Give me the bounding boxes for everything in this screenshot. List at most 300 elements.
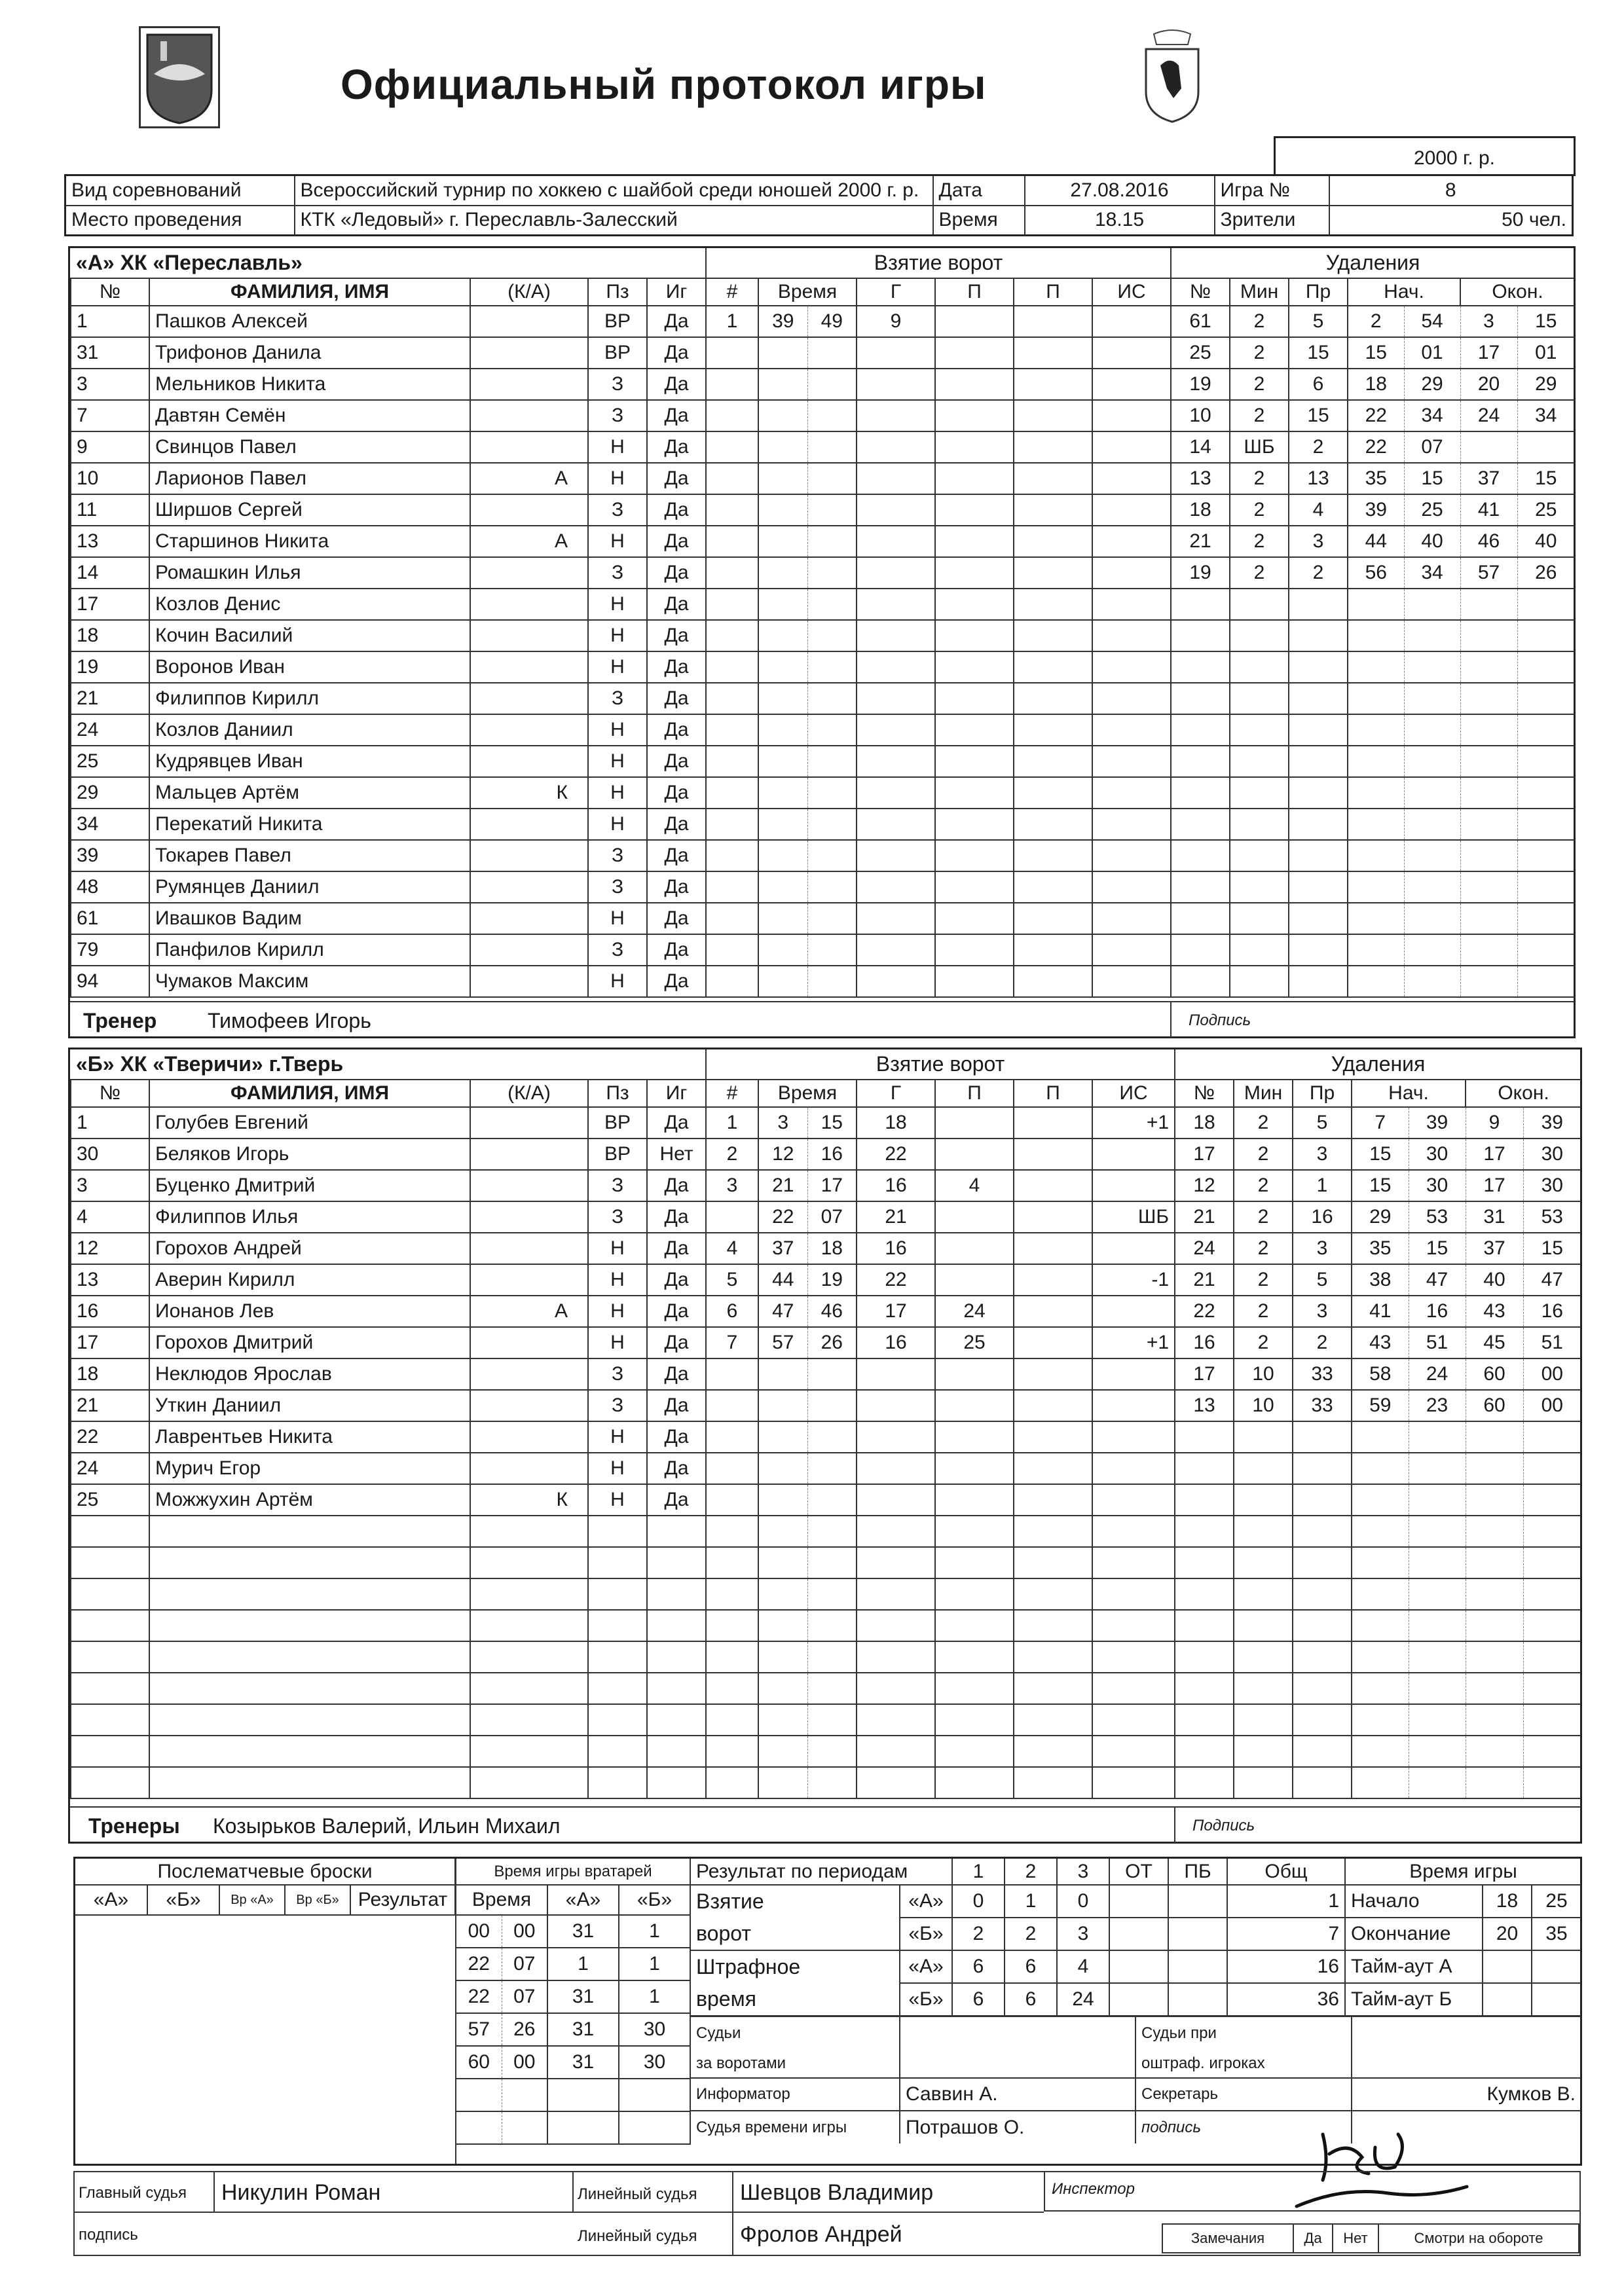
penalty-start-min [1348, 934, 1404, 966]
player-ka: К [470, 1484, 588, 1516]
team-b-title: «Б» ХК «Тверичи» г.Тверь [71, 1049, 706, 1080]
penalty-row [1175, 1484, 1581, 1516]
goal-assist-2 [1014, 1170, 1092, 1201]
goal-second [807, 934, 857, 966]
penalty-start-sec [1409, 1547, 1466, 1578]
player-position: З [588, 369, 647, 400]
goal-assist-1 [935, 934, 1014, 966]
informer-name: Саввин А. [900, 2078, 1135, 2111]
player-number [71, 1516, 149, 1547]
player-row [71, 1704, 706, 1736]
gk-minute [456, 2079, 502, 2111]
goal-scorer [857, 1641, 935, 1673]
player-played: Да [647, 1264, 706, 1296]
goal-assist-1 [935, 589, 1014, 620]
col-pos: Пз [588, 278, 647, 306]
inspector-label: Инспектор [1052, 2180, 1135, 2198]
pim-label-2: время [690, 1983, 900, 2016]
player-number: 61 [71, 903, 149, 934]
year-group: 2000 г. р. [1413, 147, 1495, 169]
player-position: Н [588, 903, 647, 934]
player-ka [470, 1704, 588, 1736]
pim-row-b-label: «Б» [900, 1983, 952, 2016]
goal-number: 2 [706, 1139, 758, 1170]
goal-number: 1 [706, 306, 758, 337]
penalty-judges-label-2: оштраф. игроках [1135, 2049, 1352, 2078]
goal-number [706, 903, 758, 934]
goal-assist-1 [935, 1390, 1014, 1421]
goalkeeper-row [456, 1915, 690, 1948]
player-number: 3 [71, 369, 149, 400]
game-value: 8 [1329, 175, 1573, 206]
player-ka [470, 746, 588, 777]
goal-number [706, 1578, 758, 1610]
penalty-player: 25 [1171, 337, 1230, 369]
penalty-end-sec: 39 [1523, 1107, 1581, 1139]
goal-assist-2 [1014, 934, 1092, 966]
player-name [149, 1578, 470, 1610]
timeout-a-label: Тайм-аут А [1345, 1950, 1483, 1983]
goal-assist-1 [935, 463, 1014, 494]
player-name: Перекатий Никита [149, 809, 470, 840]
goal-scorer [857, 494, 935, 526]
penalty-end-min: 24 [1460, 400, 1517, 431]
goal-second [807, 683, 857, 714]
penalty-player [1175, 1547, 1234, 1578]
penalty-start-min: 29 [1352, 1201, 1409, 1233]
goal-situation [1092, 871, 1171, 903]
penalty-minutes [1234, 1578, 1293, 1610]
goal-assist-2 [1014, 306, 1092, 337]
player-name: Кочин Василий [149, 620, 470, 651]
penalty-code [1293, 1484, 1352, 1516]
col-ig: Иг [647, 1080, 706, 1107]
goalkeeper-row [456, 2013, 690, 2046]
player-name: Пашков Алексей [149, 306, 470, 337]
goalkeeper-row [456, 2111, 690, 2144]
penalty-end-sec: 16 [1523, 1296, 1581, 1327]
penalty-start-sec [1409, 1704, 1466, 1736]
goal-scorer [857, 1547, 935, 1578]
goal-row [706, 1296, 1175, 1327]
player-played: Да [647, 683, 706, 714]
player-row [71, 714, 706, 746]
goal-assist-2 [1014, 526, 1092, 557]
gk-col-b: «Б» [619, 1885, 690, 1915]
team-b-coach-row [70, 1806, 1580, 1843]
gk-team-b [619, 2079, 690, 2111]
col-pen-min: Мин [1234, 1080, 1293, 1107]
penalty-player [1171, 871, 1230, 903]
player-ka [470, 1201, 588, 1233]
penalty-row [1171, 620, 1574, 651]
penalty-start-sec: 15 [1409, 1233, 1466, 1264]
penalty-row [1175, 1296, 1581, 1327]
goal-number [706, 1736, 758, 1767]
penalty-start-min [1352, 1547, 1409, 1578]
goal-assist-1 [935, 400, 1014, 431]
penalty-player [1171, 934, 1230, 966]
penalty-start-sec: 16 [1409, 1296, 1466, 1327]
penalty-code [1289, 840, 1348, 871]
player-name: Чумаков Максим [149, 966, 470, 997]
penalty-row [1175, 1767, 1581, 1798]
goal-situation [1092, 1139, 1175, 1170]
goal-assist-1 [935, 1264, 1014, 1296]
end-hours: 20 [1483, 1918, 1532, 1950]
player-name: Панфилов Кирилл [149, 934, 470, 966]
penalty-code [1293, 1767, 1352, 1798]
goal-minute [758, 620, 807, 651]
goal-assist-2 [1014, 777, 1092, 809]
player-ka [470, 1264, 588, 1296]
player-ka [470, 1170, 588, 1201]
chief-referee-row [75, 2172, 574, 2213]
penalty-start-min: 39 [1348, 494, 1404, 526]
player-name: Давтян Семён [149, 400, 470, 431]
penalty-end-min [1466, 1516, 1523, 1547]
goal-number: 7 [706, 1327, 758, 1358]
remarks-yes[interactable]: Да [1293, 2224, 1333, 2253]
penalty-minutes [1234, 1641, 1293, 1673]
penalty-player [1175, 1421, 1234, 1453]
goal-situation [1092, 1516, 1175, 1547]
goal-number [706, 1641, 758, 1673]
gk-col-time: Время [456, 1885, 547, 1915]
player-row [71, 1578, 706, 1610]
player-played: Да [647, 714, 706, 746]
player-ka: А [470, 463, 588, 494]
penalty-start-min: 22 [1348, 431, 1404, 463]
player-name: Филиппов Илья [149, 1201, 470, 1233]
chief-referee-name: Никулин Роман [221, 2180, 381, 2205]
team-b-section [68, 1048, 1582, 1844]
player-played: Да [647, 746, 706, 777]
goal-scorer: 16 [857, 1233, 935, 1264]
gk-team-a: 1 [547, 1948, 619, 1980]
goal-number [706, 1547, 758, 1578]
goal-assist-2 [1014, 1327, 1092, 1358]
goal-minute: 37 [758, 1233, 807, 1264]
goal-assist-2 [1014, 463, 1092, 494]
penalty-code [1293, 1704, 1352, 1736]
penalty-start-sec: 29 [1404, 369, 1460, 400]
team-a-coach-row [70, 1001, 1574, 1038]
goal-row [706, 337, 1171, 369]
player-number: 1 [71, 1107, 149, 1139]
penalty-end-sec [1517, 871, 1574, 903]
goal-number [706, 1673, 758, 1704]
goal-assist-1 [935, 431, 1014, 463]
player-number: 22 [71, 1421, 149, 1453]
player-row [71, 494, 706, 526]
penalty-minutes: 2 [1234, 1107, 1293, 1139]
penalty-end-sec [1517, 966, 1574, 997]
player-number: 21 [71, 1390, 149, 1421]
goal-situation [1092, 1390, 1175, 1421]
goals-a-p1: 0 [952, 1885, 1005, 1918]
player-played: Да [647, 1201, 706, 1233]
penalty-start-min [1348, 777, 1404, 809]
goal-second [807, 1641, 857, 1673]
team-a-coach-name: Тимофеев Игорь [208, 1009, 371, 1032]
goal-situation [1092, 903, 1171, 934]
goal-minute [758, 400, 807, 431]
goal-assist-2 [1014, 1484, 1092, 1516]
player-played [647, 1516, 706, 1547]
col-name: ФАМИЛИЯ, ИМЯ [149, 278, 470, 306]
penalty-start-sec [1409, 1767, 1466, 1798]
penalty-end-min: 60 [1466, 1390, 1523, 1421]
goal-minute [758, 1358, 807, 1390]
player-position: З [588, 400, 647, 431]
team-a-section [68, 246, 1576, 1038]
player-ka [470, 337, 588, 369]
goal-situation [1092, 777, 1171, 809]
remarks-no[interactable]: Нет [1333, 2224, 1378, 2253]
pim-a-p2: 6 [1005, 1950, 1057, 1983]
goal-row [706, 1767, 1175, 1798]
goal-assist-2 [1014, 589, 1092, 620]
venue-label: Место проведения [65, 206, 295, 236]
penalty-row [1171, 463, 1574, 494]
penalty-minutes [1234, 1453, 1293, 1484]
team-b-goals [705, 1049, 1175, 1799]
penalty-row [1171, 777, 1574, 809]
date-label: Дата [933, 175, 1025, 206]
player-row [71, 1264, 706, 1296]
penalty-start-sec [1404, 966, 1460, 997]
player-played: Да [647, 1233, 706, 1264]
goal-number [706, 369, 758, 400]
penalty-code [1293, 1547, 1352, 1578]
goal-assist-1: 24 [935, 1296, 1014, 1327]
goal-scorer [857, 463, 935, 494]
player-row [71, 1610, 706, 1641]
player-played: Да [647, 337, 706, 369]
goal-number [706, 683, 758, 714]
player-played: Да [647, 966, 706, 997]
goal-assist-1 [935, 620, 1014, 651]
col-pen-pr: Пр [1289, 278, 1348, 306]
goal-number [706, 1201, 758, 1233]
player-number: 31 [71, 337, 149, 369]
goal-number [706, 431, 758, 463]
goal-scorer: 22 [857, 1139, 935, 1170]
secretary-sign-label: подпись [1135, 2111, 1352, 2143]
goal-row [706, 809, 1171, 840]
goal-second [807, 463, 857, 494]
penalty-end-sec: 15 [1517, 463, 1574, 494]
goal-number: 4 [706, 1233, 758, 1264]
team-b-sign-label: Подпись [1192, 1817, 1255, 1834]
penalty-end-min [1466, 1736, 1523, 1767]
penalty-end-sec [1517, 651, 1574, 683]
goals-label-2: ворот [690, 1918, 900, 1950]
player-position: З [588, 934, 647, 966]
player-played: Да [647, 557, 706, 589]
penalty-start-min [1348, 620, 1404, 651]
penalty-minutes [1230, 777, 1289, 809]
player-position [588, 1641, 647, 1673]
player-name: Можжухин Артём [149, 1484, 470, 1516]
col-pen-end: Окон. [1460, 278, 1574, 306]
penalty-start-min: 15 [1348, 337, 1404, 369]
goal-scorer [857, 526, 935, 557]
penalty-row [1175, 1358, 1581, 1390]
penalty-end-min: 41 [1460, 494, 1517, 526]
penalty-player [1175, 1767, 1234, 1798]
player-row [71, 1547, 706, 1578]
penalty-code: 1 [1293, 1170, 1352, 1201]
player-played [647, 1578, 706, 1610]
goal-situation [1092, 589, 1171, 620]
player-name [149, 1610, 470, 1641]
goal-situation [1092, 1673, 1175, 1704]
penalty-start-sec: 24 [1409, 1358, 1466, 1390]
penalty-row [1175, 1390, 1581, 1421]
player-played [647, 1641, 706, 1673]
goal-second [807, 651, 857, 683]
player-played: Да [647, 369, 706, 400]
penalty-row [1171, 683, 1574, 714]
penalty-player [1175, 1484, 1234, 1516]
player-position: Н [588, 1453, 647, 1484]
team-a-goals [705, 248, 1172, 998]
goal-assist-2 [1014, 1578, 1092, 1610]
goal-row [706, 746, 1171, 777]
player-played: Да [647, 1358, 706, 1390]
goal-second [807, 777, 857, 809]
penalty-code [1289, 651, 1348, 683]
player-ka [470, 871, 588, 903]
goal-second [807, 589, 857, 620]
goal-scorer: 17 [857, 1296, 935, 1327]
goal-row [706, 651, 1171, 683]
col-ka: (К/А) [470, 1080, 588, 1107]
year-box [1274, 136, 1576, 176]
goal-assist-1 [935, 557, 1014, 589]
goal-row [706, 1139, 1175, 1170]
goal-row [706, 494, 1171, 526]
penalty-row [1171, 589, 1574, 620]
player-number: 39 [71, 840, 149, 871]
goal-assist-2 [1014, 1736, 1092, 1767]
team-b-coach-name: Козырьков Валерий, Ильин Михаил [213, 1814, 561, 1838]
player-number [71, 1767, 149, 1798]
player-row [71, 400, 706, 431]
col-goal-num: # [706, 278, 758, 306]
player-row [71, 526, 706, 557]
penalty-end-sec [1517, 620, 1574, 651]
goal-second: 19 [807, 1264, 857, 1296]
goal-assist-2 [1014, 1704, 1092, 1736]
start-minutes: 25 [1532, 1885, 1581, 1918]
penalty-code [1293, 1641, 1352, 1673]
goal-second [807, 620, 857, 651]
col-goal-time: Время [758, 278, 857, 306]
team-a-roster [70, 248, 707, 998]
goal-number [706, 1516, 758, 1547]
penalty-code [1293, 1736, 1352, 1767]
player-played [647, 1673, 706, 1704]
goal-assist-2 [1014, 557, 1092, 589]
penalty-end-min [1460, 746, 1517, 777]
gk-team-a: 31 [547, 2013, 619, 2046]
goal-scorer: 21 [857, 1201, 935, 1233]
goals-a-pb [1168, 1885, 1227, 1918]
goal-row [706, 1516, 1175, 1547]
penalty-start-sec [1404, 840, 1460, 871]
player-position: З [588, 1358, 647, 1390]
player-number: 29 [71, 777, 149, 809]
goal-situation [1092, 746, 1171, 777]
penalty-start-sec [1409, 1453, 1466, 1484]
pim-row-a-label: «А» [900, 1950, 952, 1983]
shootout-col-vrb: Вр «Б» [285, 1885, 350, 1915]
penalty-player: 13 [1171, 463, 1230, 494]
player-row [71, 903, 706, 934]
player-number [71, 1547, 149, 1578]
goal-scorer [857, 400, 935, 431]
goal-scorer [857, 746, 935, 777]
player-position: Н [588, 966, 647, 997]
penalty-row [1171, 714, 1574, 746]
player-name: Румянцев Даниил [149, 871, 470, 903]
pim-a-p1: 6 [952, 1950, 1005, 1983]
penalty-code [1289, 966, 1348, 997]
player-row [71, 1233, 706, 1264]
goal-row [706, 400, 1171, 431]
spectators-value: 50 чел. [1329, 206, 1573, 236]
team-a-sign-divider [1170, 1002, 1172, 1038]
goal-minute [758, 1641, 807, 1673]
goal-situation [1092, 1170, 1175, 1201]
col-goal-is: ИС [1092, 1080, 1175, 1107]
player-row [71, 1421, 706, 1453]
penalty-end-sec: 15 [1517, 306, 1574, 337]
goal-number [706, 809, 758, 840]
goal-situation [1092, 840, 1171, 871]
penalty-start-sec [1404, 777, 1460, 809]
goal-situation: +1 [1092, 1107, 1175, 1139]
player-number: 34 [71, 809, 149, 840]
penalty-end-sec: 01 [1517, 337, 1574, 369]
period-col-3: 3 [1057, 1859, 1109, 1885]
goal-minute: 57 [758, 1327, 807, 1358]
goal-number [706, 1610, 758, 1641]
player-name: Аверин Кирилл [149, 1264, 470, 1296]
player-position [588, 1767, 647, 1798]
player-number: 94 [71, 966, 149, 997]
player-played: Да [647, 1170, 706, 1201]
player-position: З [588, 1390, 647, 1421]
player-ka [470, 1673, 588, 1704]
goal-assist-1 [935, 1484, 1014, 1516]
col-pen-no: № [1175, 1080, 1234, 1107]
player-position: Н [588, 714, 647, 746]
linesman1-name: Шевцов Владимир [740, 2180, 934, 2205]
penalty-minutes [1230, 903, 1289, 934]
penalty-player [1171, 589, 1230, 620]
penalty-code [1289, 714, 1348, 746]
player-position: З [588, 840, 647, 871]
gk-second: 07 [502, 1948, 547, 1980]
player-played: Да [647, 1453, 706, 1484]
penalty-row [1175, 1578, 1581, 1610]
goal-assist-1 [935, 526, 1014, 557]
penalty-code: 33 [1293, 1358, 1352, 1390]
